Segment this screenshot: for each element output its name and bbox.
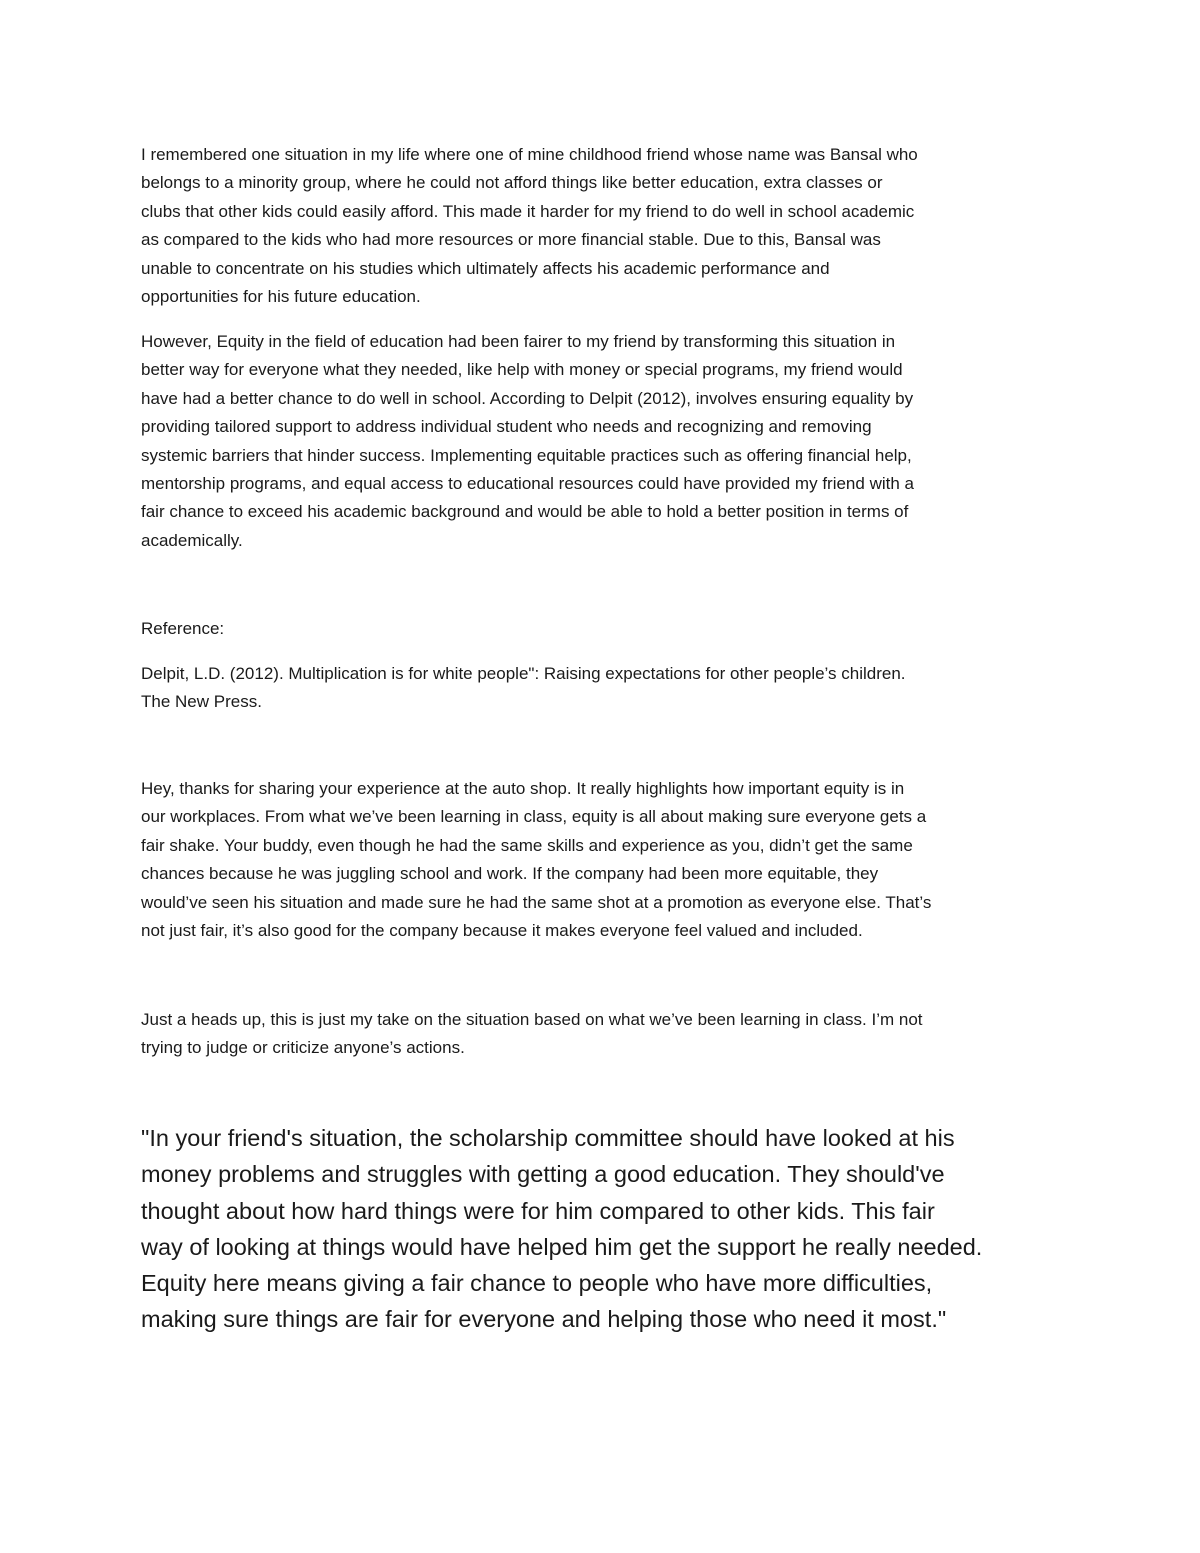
body-paragraph-equity: However, Equity in the field of education had been fairer to my friend by transforming this situation in better way for everyone what they needed, like help with money or special programs, my friend would have had a better chance to do well in school. According to Delpit (2012), involves ensuring equality by providing tailored support to address individual student who needs and recognizing and removing systemic barriers that hinder success. Implementing equitable practices such as offering financial help, mentorship programs, and equal access to educational resources could have provided my friend with a fair chance to exceed his academic background and would be able to hold a better position in terms of academically.: [141, 332, 914, 550]
disclaimer-paragraph: Just a heads up, this is just my take on the situation based on what we’ve been learning in class. I’m not trying to judge or criticize anyone’s actions.: [141, 1010, 923, 1058]
reply-paragraph: Hey, thanks for sharing your experience at the auto shop. It really highlights how important equity is in our workplaces. From what we’ve been learning in class, equity is all about making sure everyone gets a fair shake. Your buddy, even though he had the same skills and experience as you, didn’t get the same chances because he was juggling school and work. If the company had been more equitable, they would’ve seen his situation and made sure he had the same shot at a promotion as everyone else. That’s not just fair, it’s also good for the company because it makes everyone feel valued and included.: [141, 779, 932, 941]
reference-heading: Reference:: [141, 619, 225, 638]
reference-entry: Delpit, L.D. (2012). Multiplication is for white people": Raising expectations for other people’s children. The New Press.: [141, 664, 906, 712]
quote-paragraph: "In your friend's situation, the scholarship committee should have looked at his money problems and struggles with getting a good education. They should've thought about how hard things were for him compared to other kids. This fair way of looking at things would have helped him get the support he really needed. Equity here means giving a fair chance to people who have more difficulties, making sure things are fair for everyone and helping those who need it most.": [141, 1125, 983, 1333]
body-paragraph-situation: I remembered one situation in my life where one of mine childhood friend whose name was Bansal who belongs to a minority group, where he could not afford things like better education, extra classes or clubs that other kids could easily afford. This made it harder for my friend to do well in school academic as compared to the kids who had more resources or more financial stable. Due to this, Bansal was unable to concentrate on his studies which ultimately affects his academic performance and opportunities for his future education.: [141, 145, 918, 307]
